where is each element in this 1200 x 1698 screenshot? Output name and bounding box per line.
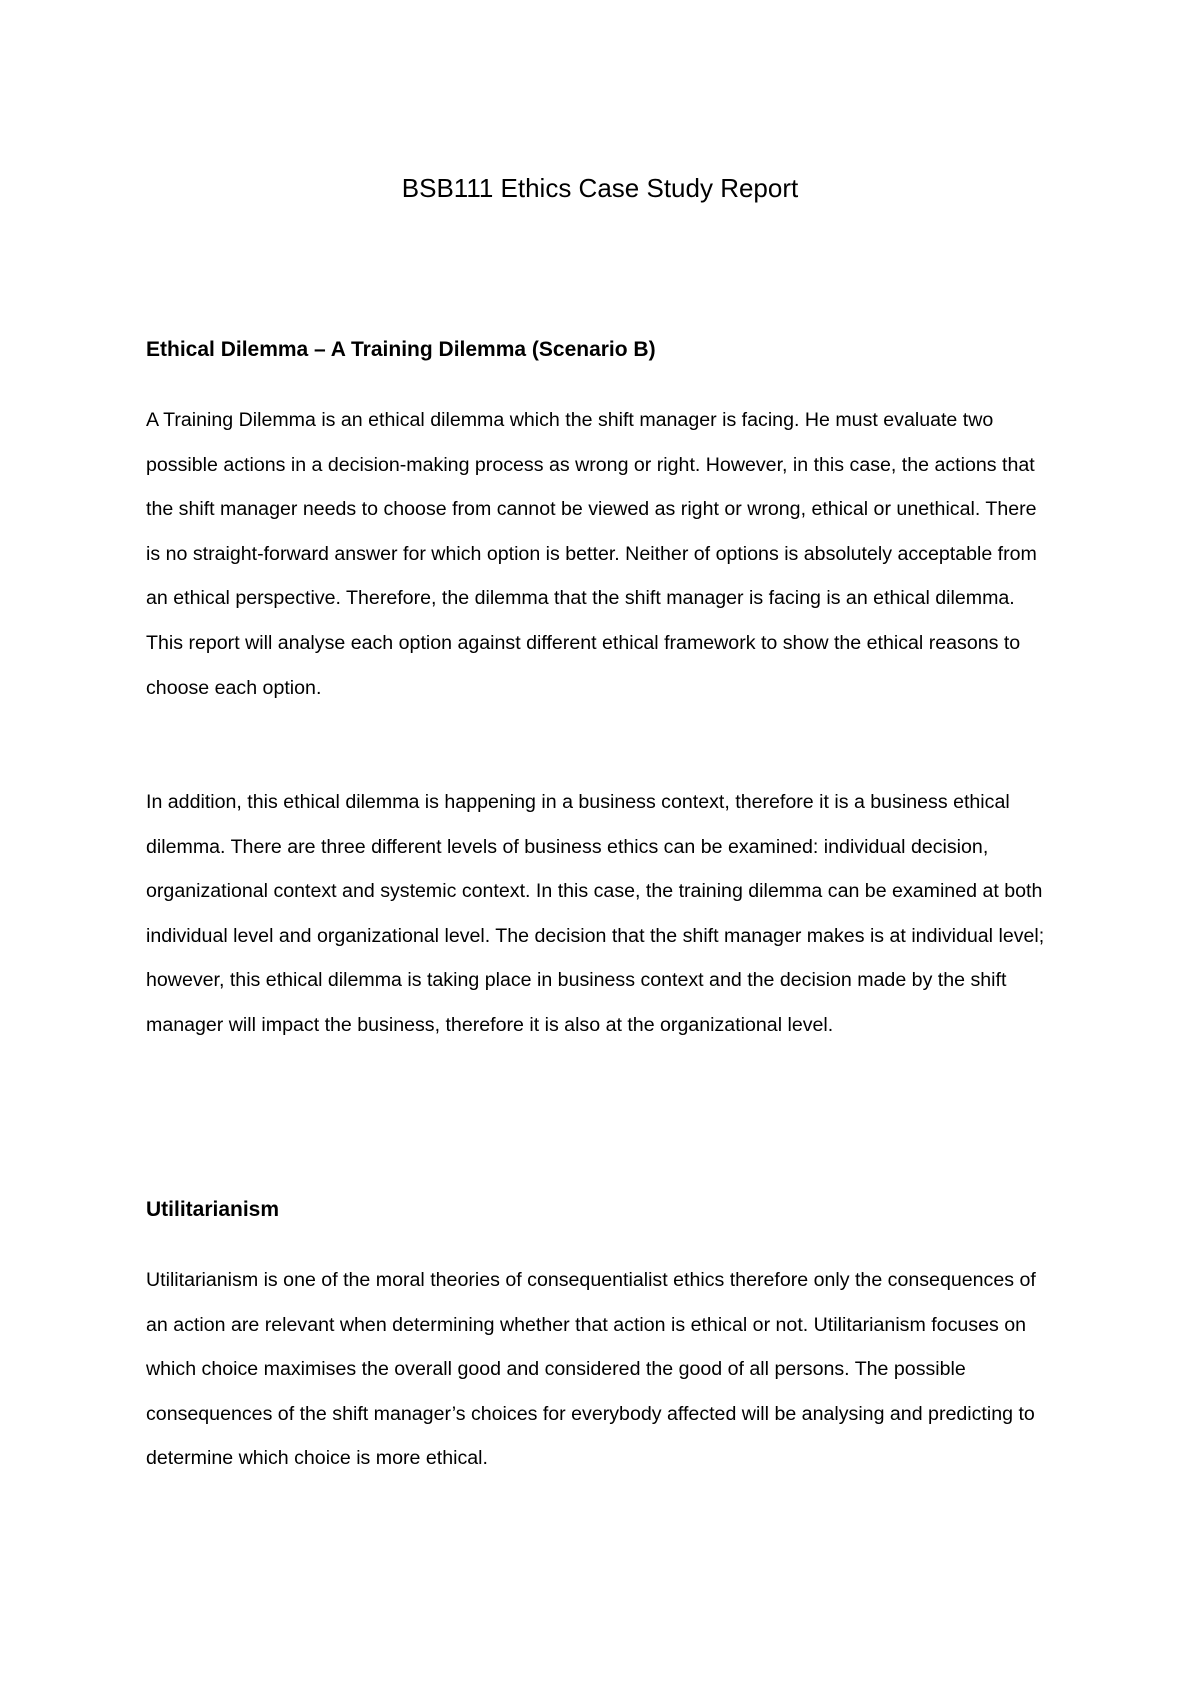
paragraph-training-dilemma: A Training Dilemma is an ethical dilemma which the shift manager is facing. He must evaluate two possible actions in a decision-making process as wrong or right. However, in this case, the actions that the shift manager needs to choose from cannot be viewed as right or wrong, ethical or unethical. There is no straight-forward answer for which option is better. Neither of options is absolutely acceptable from an ethical perspective. Therefore, the dilemma that the shift manager is facing is an ethical dilemma. This report will analyse each option against different ethical framework to show the ethical reasons to choose each option.: [146, 409, 1037, 699]
paragraph-utilitarianism: Utilitarianism is one of the moral theories of consequentialist ethics therefore only the consequences of an action are relevant when determining whether that action is ethical or not. Utilitarianism focuses on which choice maximises the overall good and considered the good of all persons. The possible consequences of the shift manager’s choices for everybody affected will be analysing and predicting to determine which choice is more ethical.: [146, 1269, 1036, 1470]
paragraph-business-context: In addition, this ethical dilemma is happening in a business context, therefore it is a business ethical dilemma. There are three different levels of business ethics can be examined: individual decision, organizational context and systemic context. In this case, the training dilemma can be examined at both individual level and organizational level. The decision that the shift manager makes is at individual level; however, this ethical dilemma is taking place in business context and the decision made by the shift manager will impact the business, therefore it is also at the organizational level.: [146, 791, 1045, 1036]
section-heading-ethical-dilemma: Ethical Dilemma – A Training Dilemma (Scenario B): [146, 338, 656, 361]
document-title: BSB111 Ethics Case Study Report: [401, 173, 799, 203]
section-heading-utilitarianism: Utilitarianism: [146, 1198, 280, 1221]
